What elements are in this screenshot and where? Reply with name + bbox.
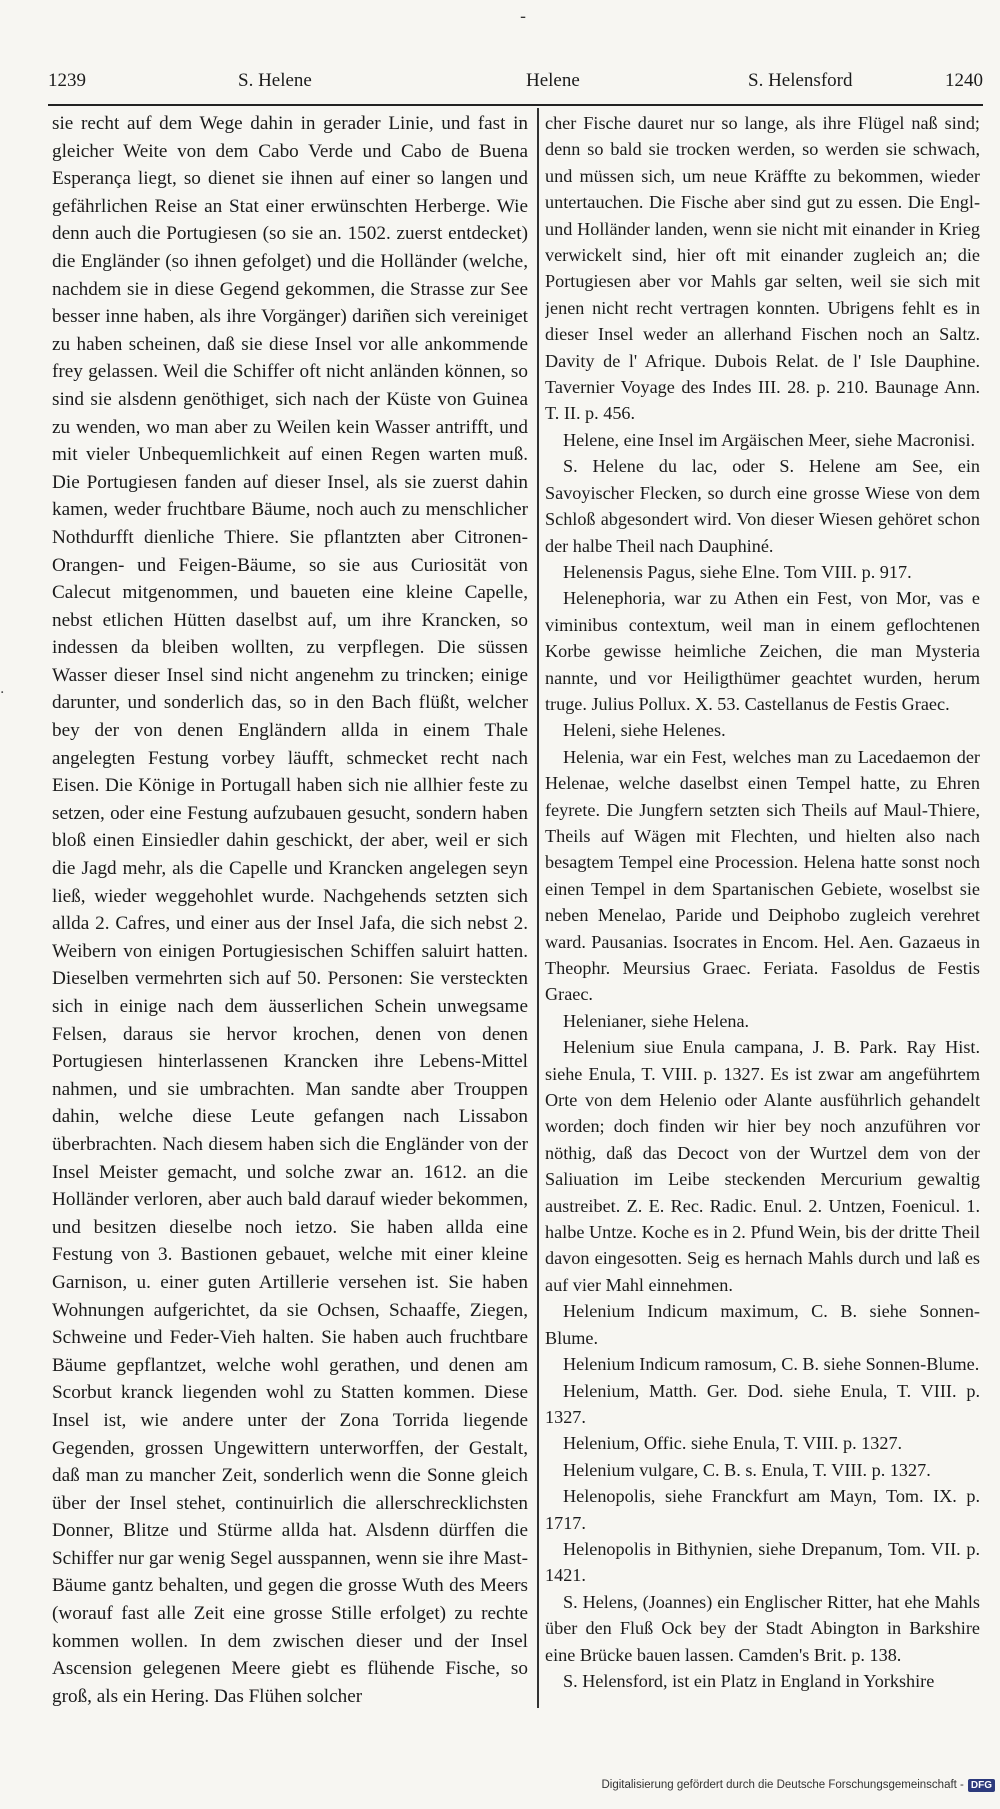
edge-mark: · xyxy=(0,685,5,701)
entry-helenephoria: Helenephoria, war zu Athen ein Fest, von Mor, vas e viminibus contextum, weil man in einem geflochtenen Korbe gewisse heimliche Zeichen, die man Mysteria nannte, und vor Heiligthümer geachtet wurden, herum truge. Julius Pollux. X. 53. Castellanus de Festis Graec. xyxy=(545,588,980,714)
entry-s-helensford: S. Helensford, ist ein Platz in England in Yorkshire xyxy=(563,1670,935,1691)
page-number-left: 1239 xyxy=(48,70,86,91)
footer-text: Digitalisierung gefördert durch die Deutsche Forschungsgemeinschaft - xyxy=(601,1779,964,1791)
header-title-left: S. Helene xyxy=(238,70,312,91)
entry-helenium-enula: Helenium siue Enula campana, J. B. Park. Ray Hist. siehe Enula, T. VIII. p. 1327. Es ist zwar am angeführtem Orte von dem Helenio oder Alante ausführlich gehandelt worden; doch finden wir hier bey noch anzuführen vor nöthig, daß das Decoct von der Wurtzel dem von der Saliuation im Leibe steckenden Mercurium gewaltig austreibet. Z. E. Rec. Radic. Enul. 2. Untzen, Foenicul. 1. halbe Untze. Koche es in 2. Pfund Wein, bis der dritte Theil davon eingesotten. Seig es hernach Mahls durch und laß es auf vier Mahl einnehmen. xyxy=(545,1037,980,1295)
entry-continuation: cher Fische dauret nur so lange, als ihre Flügel naß sind; denn so bald sie trocken werden, so werden sie schwach, und müssen sich, um neue Kräffte zu bekommen, wieder untertauchen. Die Fische aber sind gut zu essen. Die Engl- und Holländer landen, wenn sie nicht mit einander in Krieg verwickelt sind, hier oft mit einander zugleich an; die Portugiesen aber vor Mahls gar selten, weil sie sich mit jenen nicht recht vertragen konnten. Ubrigens fehlt es in dieser Insel weder an allerhand Fischen noch an Saltz. Davity de l' Afrique. Dubois Relat. de l' Isle Dauphine. Tavernier Voyage des Indes III. 28. p. 210. Baunage Ann. T. II. p. 456. xyxy=(545,113,980,424)
entry-helenium-indicum-maximum: Helenium Indicum maximum, C. B. siehe Sonnen-Blume. xyxy=(545,1301,980,1348)
right-column xyxy=(545,110,980,1780)
entry-heleni: Heleni, siehe Helenes. xyxy=(563,720,726,741)
running-header xyxy=(48,70,983,104)
entry-helenopolis-bithynien: Helenopolis in Bithynien, siehe Drepanum, Tom. VII. p. 1421. xyxy=(545,1538,980,1586)
column-divider xyxy=(537,108,539,1708)
entry-helenium-offic: Helenium, Offic. siehe Enula, T. VIII. p. 1327. xyxy=(563,1433,903,1454)
dfg-logo: DFG xyxy=(968,1779,995,1792)
entry-helene-du-lac: S. Helene du lac, oder S. Helene am See, ein Savoyischer Flecken, so durch eine grosse Wiese von dem Schloß abgesondert wird. Von dieser Wiesen gehöret schon der halbe Theil nach Dauphiné. xyxy=(545,456,980,556)
entry-helenopolis-franckfurt: Helenopolis, siehe Franckfurt am Mayn, Tom. IX. p. 1717. xyxy=(545,1486,980,1533)
entry-helenium-vulgare: Helenium vulgare, C. B. s. Enula, T. VIII. p. 1327. xyxy=(563,1459,931,1480)
entry-helenia: Helenia, war ein Fest, welches man zu Lacedaemon der Helenae, welche daselbst einen Tempel hatte, zu Ehren feyrete. Die Jungfern setzten sich Theils auf Maul-Thiere, Theils auf Wägen mit Flechten, und hielten also nach besagtem Tempel eine Procession. Helena hatte sonst noch einen Tempel in dem Spartanischen Gebiete, woselbst sie neben Menelao, Paride und Deiphobo zugleich verehret ward. Pausanias. Isocrates in Encom. Hel. Aen. Gazaeus in Theophr. Meursius Graec. Feriata. Fasoldus de Festis Graec. xyxy=(545,746,980,1005)
entry-helene-insel: Helene, eine Insel im Argäischen Meer, siehe Macronisi. xyxy=(563,429,976,450)
header-title-right: S. Helensford xyxy=(748,70,853,91)
entry-helenium-matth: Helenium, Matth. Ger. Dod. siehe Enula, T. VIII. p. 1327. xyxy=(545,1380,980,1427)
header-rule xyxy=(48,104,983,106)
entry-helenium-indicum-ramosum: Helenium Indicum ramosum, C. B. siehe Sonnen-Blume. xyxy=(563,1354,980,1375)
entry-helenianer: Helenianer, siehe Helena. xyxy=(563,1010,750,1031)
top-mark: - xyxy=(520,6,527,27)
digitization-footer xyxy=(600,1779,995,1801)
entry-helenensis-pagus: Helenensis Pagus, siehe Elne. Tom VIII. p. 917. xyxy=(563,561,912,582)
entry-s-helens: S. Helens, (Joannes) ein Englischer Ritter, hat ehe Mahls über den Fluß Ock bey der Stadt Abington in Barkshire eine Brücke bauen lassen. Camden's Brit. p. 138. xyxy=(545,1591,980,1665)
header-title-center: Helene xyxy=(526,70,580,91)
page-number-right: 1240 xyxy=(945,70,983,91)
left-column xyxy=(52,110,528,1780)
left-column-paragraph: sie recht auf dem Wege dahin in gerader Linie, und fast in gleicher Weite von dem Cabo Verde und Cabo de Buena Esperança liegt, so dienet sie ihnen auf einer so langen und gefährlichen Reise an Stat einer erwünschten Herberge. Wie denn auch die Portugiesen (so sie an. 1502. zuerst entdecket) die Engländer (so ihnen gefolget) und die Holländer (welche, nachdem sie in diese Gegend gekommen, die Strasse zur See besser inne haben, als ihre Vorgänger) dariñen sich vereiniget zu haben scheinen, daß sie diese Insel vor alle ankommende frey gelassen. Weil die Schiffer oft nicht anländen können, so sind sie alsdenn genöthiget, sich nach der Küste von Guinea zu wenden, wo man aber zu Weilen kein Wasser antrifft, und mit vieler Unbequemlichkeit auf einen Regen warten muß. Die Portugiesen fanden auf dieser Insel, als sie zuerst dahin kamen, weder fruchtbare Bäume, noch auch zu menschlicher Nothdurfft dienliche Thiere. Sie pflantzten aber Citronen-Orangen- und Feigen-Bäume, so sie aus Curiosität von Calecut mitgenommen, und baueten eine kleine Capelle, nebst etlichen Hütten daselbst auf, um ihre Krancken, so indessen da bleiben wollten, zu verpflegen. Die süssen Wasser dieser Insel sind nicht angenehm zu trincken; einige darunter, und sonderlich das, so in den Bach flüßt, welcher bey der von denen Engländern allda in einem Thale angelegten Festung vorbey läufft, schmecket recht nach Eisen. Die Könige in Portugall haben sich nie allhier feste zu setzen, oder eine Festung aufzubauen gesucht, sondern haben bloß einen Einsiedler dahin geschickt, der aber, weil er sich die Jagd mehr, als die Capelle und Krancken angelegen seyn ließ, wieder weggehohlet wurde. Nachgehends setzten sich allda 2. Cafres, und einer aus der Insel Jafa, die sich nebst 2. Weibern von einigen Portugiesischen Schiffen saluirt hatten. Dieselben vermehrten sich auf 50. Personen: Sie versteckten sich in einige nach dem äusserlichen Schein unwegsame Felsen, daraus sie hervor krochen, denen von denen Portugiesen hinterlassenen Krancken ihre Lebens-Mittel nahmen, und sie umbrachten. Man sandte aber Trouppen dahin, welche diese Leute gefangen nach Lissabon überbrachten. Nach diesem haben sich die Engländer von der Insel Meister gemacht, und solche zwar an. 1612. an die Holländer verloren, aber auch bald darauf wieder bekommen, und besitzen dieselbe noch ietzo. Sie haben allda eine Festung von 3. Bastionen gebauet, welche mit einer kleine Garnison, u. einer guten Artillerie versehen ist. Sie haben Wohnungen aufgerichtet, da sie Ochsen, Schaaffe, Ziegen, Schweine und Feder-Vieh halten. Sie haben auch fruchtbare Bäume gepflantzet, welche wohl gerathen, und denen am Scorbut kranck liegenden wohl zu Statten kommen. Diese Insel ist, wie andere unter der Zona Torrida liegende Gegenden, grossen Ungewittern unterworffen, der Gestalt, daß man zu mancher Zeit, sonderlich wenn die Sonne gleich über der Insel stehet, continuirlich die allerschrecklichsten Donner, Blitze und Stürme allda hat. Alsdenn dürffen die Schiffer nur gar wenig Segel ausspannen, wenn sie ihre Mast-Bäume gantz behalten, und gegen die grosse Wuth des Meers (worauf fast alle Zeit eine grosse Stille erfolget) zu rechte kommen wollen. In dem zwischen dieser und der Insel Ascension gelegenen Meere giebt es flühende Fische, so groß, als ein Hering. Das Flühen solcher xyxy=(52,113,528,1707)
